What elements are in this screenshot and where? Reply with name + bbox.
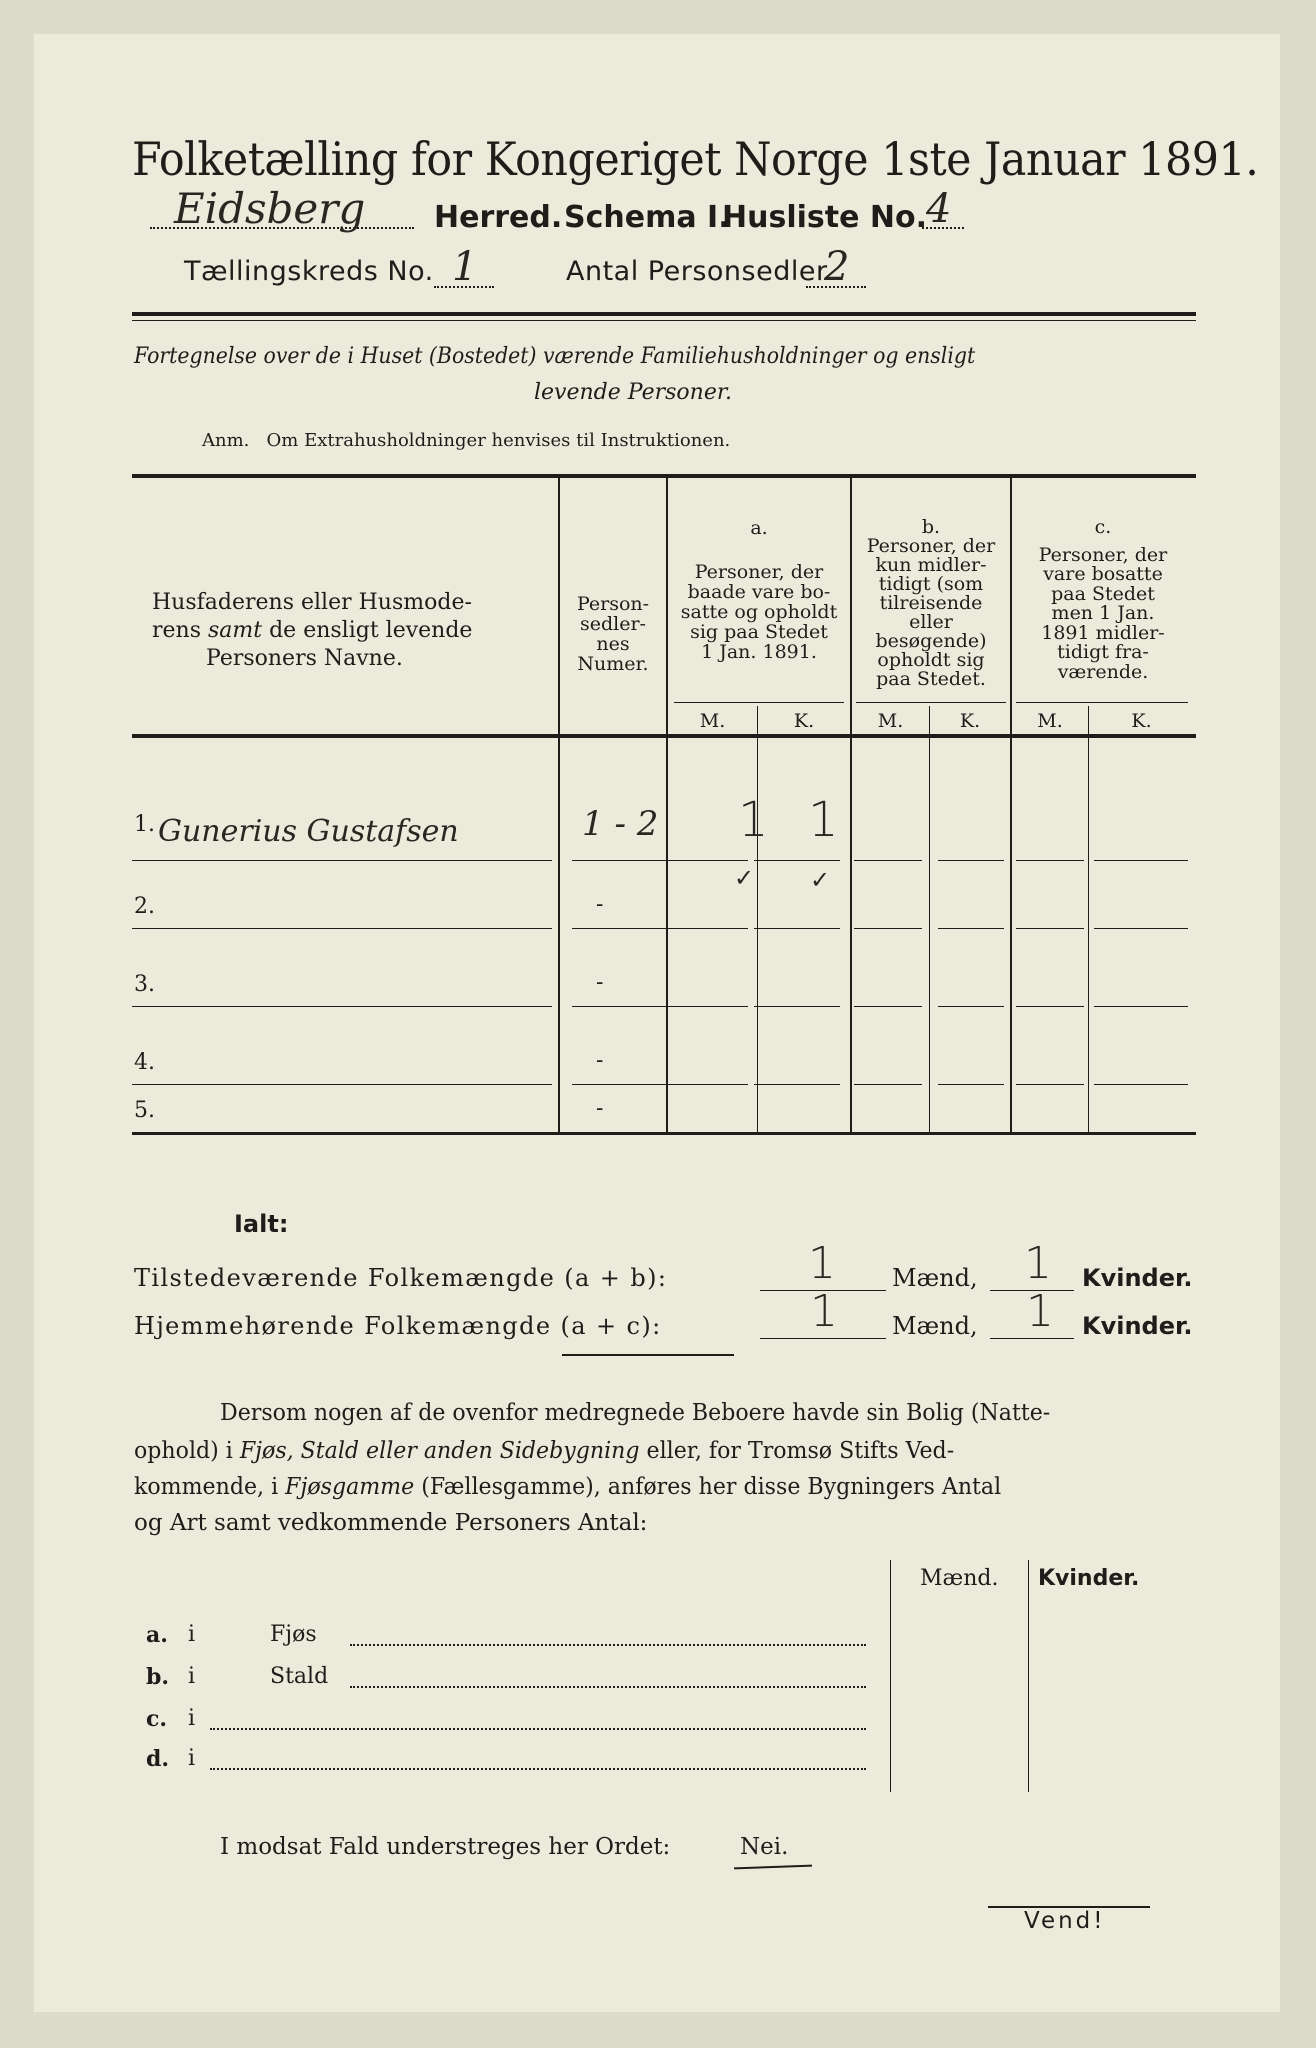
section-divider	[562, 1354, 734, 1356]
row1-cell-line-3	[754, 860, 840, 861]
col-b-k: K.	[959, 710, 981, 732]
row1-check-k: ✓	[810, 866, 831, 894]
col-divider-cm	[1088, 706, 1089, 1132]
nei-word: Nei.	[740, 1834, 789, 1860]
header-rule-thin	[132, 320, 1196, 321]
row1-cell-line-5	[938, 860, 1004, 861]
col-a-l3: satte og opholdt	[680, 601, 838, 623]
row2-line-name	[132, 928, 552, 929]
paragraph-line2b: Fjøs, Stald eller anden Sidebygning	[239, 1438, 640, 1464]
col-a-header	[668, 518, 850, 662]
table-header-bottom-rule	[132, 734, 1196, 738]
bottom-col-divider-2	[1028, 1560, 1029, 1792]
vend-text: Vend!	[1024, 1908, 1106, 1934]
col-b-l8: paa Stedet.	[876, 668, 986, 690]
row-number-2: 2.	[134, 894, 155, 919]
row2-cell-line-5	[938, 928, 1004, 929]
col-a-l1: Personer, der	[694, 561, 824, 583]
item-c-letter: c.	[146, 1706, 168, 1732]
col-names-header-l3: Personers Navne.	[206, 646, 403, 671]
subtitle-line1: Fortegnelse over de i Huset (Bostedet) værende Familiehusholdninger og ensligt	[134, 344, 976, 369]
col-c-m: M.	[1037, 710, 1063, 732]
tellingskreds-label: Tællingskreds No.	[184, 256, 434, 287]
col-b-l2: kun midler-	[875, 554, 987, 576]
row4-cell-line-3	[754, 1084, 840, 1085]
row2-cell-line-4	[854, 928, 922, 929]
tilstede-k-value: 1	[1024, 1238, 1052, 1289]
col-a-l5: 1 Jan. 1891.	[701, 641, 817, 663]
col-b-l5: eller	[909, 611, 953, 633]
antal-label: Antal Personsedler	[566, 256, 828, 287]
hjemme-maend-label: Mænd,	[892, 1312, 978, 1340]
col-c-k: K.	[1131, 710, 1152, 732]
row3-cell-line-1	[572, 1006, 690, 1007]
herred-label: Herred.	[434, 200, 563, 235]
mk-rule-c	[1016, 702, 1188, 703]
paragraph-line3c: (Fællesgamme), anføres her disse Bygningers Antal	[414, 1474, 1002, 1500]
row-number-1: 1.	[134, 812, 155, 837]
item-a-i: i	[188, 1622, 196, 1647]
paragraph-line2a: ophold) i	[134, 1438, 240, 1464]
row4-line-name	[132, 1084, 552, 1085]
col-names-header-l2	[152, 618, 472, 643]
tilstede-m-value: 1	[808, 1238, 836, 1289]
husliste-label: Husliste No.	[722, 200, 927, 235]
col-a-l2: baade vare bo-	[687, 581, 831, 603]
col-c-l3: paa Stedet	[1051, 582, 1155, 605]
col-num-l2: sedler-	[580, 613, 646, 635]
row4-cell-line-6	[1016, 1084, 1084, 1085]
row3-cell-line-3	[754, 1006, 840, 1007]
hjemme-m-value: 1	[810, 1286, 838, 1337]
row5-num-dash: -	[596, 1096, 604, 1121]
col-a-l4: sig paa Stedet	[690, 621, 828, 643]
row1-check-m: ✓	[734, 864, 755, 892]
item-a-label: Fjøs	[270, 1622, 317, 1647]
paragraph-line3a: kommende, i	[134, 1474, 286, 1500]
row1-cell-line-6	[1016, 860, 1084, 861]
col-c-l4: men 1 Jan.	[1051, 602, 1155, 624]
row2-cell-line-6	[1016, 928, 1084, 929]
col-c-header	[1012, 518, 1194, 682]
col-divider-bm	[929, 706, 930, 1132]
paragraph-line2	[134, 1438, 954, 1464]
paragraph-line1: Dersom nogen af de ovenfor medregnede Beboere havde sin Bolig (Natte-	[220, 1400, 1051, 1426]
mk-rule-a	[674, 702, 844, 703]
col-divider-am	[757, 706, 758, 1132]
col-b-l3: tidigt (som	[878, 573, 984, 595]
table-bottom-rule	[132, 1132, 1196, 1135]
paragraph-line3b: Fjøsgamme	[285, 1474, 415, 1500]
col-b-l7: opholdt sig	[877, 649, 985, 671]
item-b-label: Stald	[270, 1664, 329, 1689]
row1-a-m-count: 1	[738, 792, 769, 848]
col-c-l1: Personer, der	[1038, 543, 1168, 566]
bottom-col-divider-1	[890, 1560, 891, 1792]
tilstede-maend-label: Mænd,	[892, 1264, 978, 1292]
bottom-kvinder-header: Kvinder.	[1038, 1566, 1140, 1591]
col-num-l1: Person-	[576, 593, 650, 615]
row1-cell-line-1	[572, 860, 690, 861]
row3-cell-line-4	[854, 1006, 922, 1007]
row1-cell-line-4	[854, 860, 922, 861]
row3-cell-line-6	[1016, 1006, 1084, 1007]
municipality-handwritten: Eidsberg	[174, 184, 366, 233]
col-names-header-l2b: samt	[208, 618, 263, 643]
row1-personsedler-numbers: 1 - 2	[582, 804, 659, 844]
item-b-dots	[350, 1686, 866, 1688]
col-b-l1: Personer, der	[866, 535, 996, 557]
col-c-letter: c.	[1094, 516, 1112, 538]
col-names-header-l2a: rens	[152, 618, 208, 643]
form-title: Folketælling for Kongeriget Norge 1ste Januar 1891.	[132, 132, 1259, 186]
col-c-l2: vare bosatte	[1043, 563, 1163, 585]
row2-cell-line-3	[754, 928, 840, 929]
item-c-dots	[210, 1728, 866, 1730]
row-number-3: 3.	[134, 972, 155, 997]
col-b-m: M.	[877, 710, 904, 732]
col-names-header-l1: Husfaderens eller Husmode-	[152, 590, 472, 615]
col-divider-name	[558, 478, 560, 1132]
col-a-m: M.	[699, 710, 726, 732]
anm-note: Anm. Om Extrahusholdninger henvises til Instruktionen.	[202, 430, 731, 451]
col-c-l6: tidigt fra-	[1057, 641, 1149, 663]
col-b-l4: tilreisende	[879, 592, 983, 614]
item-b-letter: b.	[146, 1664, 170, 1690]
row3-cell-line-5	[938, 1006, 1004, 1007]
bottom-maend-header: Mænd.	[920, 1566, 999, 1591]
hjemme-m-line	[760, 1338, 886, 1339]
husliste-number: 4	[926, 186, 952, 232]
row-number-4: 4.	[134, 1050, 155, 1075]
item-a-letter: a.	[146, 1622, 168, 1648]
hjemme-label: Hjemmehørende Folkemængde (a + c):	[134, 1312, 662, 1340]
row2-cell-line-1	[572, 928, 690, 929]
modsat-text: I modsat Fald understreges her Ordet:	[220, 1834, 671, 1860]
col-a-letter: a.	[750, 517, 768, 539]
row1-cell-line-7	[1094, 860, 1188, 861]
row1-name-handwritten: Gunerius Gustafsen	[158, 814, 459, 849]
mk-rule-b	[856, 702, 1006, 703]
item-a-dots	[350, 1644, 866, 1646]
hjemme-k-line	[990, 1338, 1074, 1339]
item-d-letter: d.	[146, 1746, 170, 1772]
row2-cell-line-2	[682, 928, 748, 929]
hjemme-k-value: 1	[1026, 1286, 1054, 1337]
tilstede-kvinder-label: Kvinder.	[1082, 1264, 1193, 1292]
col-a-k: K.	[793, 710, 815, 732]
col-num-l4: Numer.	[577, 653, 649, 675]
col-c-l5: 1891 midler-	[1041, 621, 1165, 644]
item-d-i: i	[188, 1746, 196, 1771]
item-c-i: i	[188, 1706, 196, 1731]
row3-cell-line-2	[682, 1006, 748, 1007]
hjemme-kvinder-label: Kvinder.	[1082, 1312, 1193, 1340]
paragraph-line3	[134, 1474, 1001, 1500]
col-num-l3: nes	[596, 633, 630, 655]
row4-cell-line-5	[938, 1084, 1004, 1085]
row4-cell-line-1	[572, 1084, 690, 1085]
row4-num-dash: -	[596, 1048, 604, 1073]
row4-cell-line-2	[682, 1084, 748, 1085]
row4-cell-line-7	[1094, 1084, 1188, 1085]
ialt-label: Ialt:	[234, 1210, 289, 1238]
col-b-letter: b.	[921, 516, 941, 538]
tilstede-label: Tilstedeværende Folkemængde (a + b):	[134, 1264, 668, 1292]
item-d-dots	[210, 1768, 866, 1770]
row3-num-dash: -	[596, 970, 604, 995]
row-number-5: 5.	[134, 1098, 155, 1123]
col-b-l6: besøgende)	[875, 630, 987, 652]
nei-underline	[734, 1865, 812, 1870]
schema-label: Schema I.	[564, 200, 730, 235]
row3-cell-line-7	[1094, 1006, 1188, 1007]
paragraph-line4: og Art samt vedkommende Personers Antal:	[134, 1510, 648, 1536]
item-b-i: i	[188, 1664, 196, 1689]
table-top-rule	[132, 474, 1196, 478]
col-b-header	[852, 518, 1010, 689]
col-c-l7: værende.	[1057, 660, 1149, 683]
census-form-page	[34, 34, 1280, 2012]
tellingskreds-number: 1	[452, 244, 478, 290]
col-num-header	[560, 594, 666, 674]
row1-cell-line-2	[682, 860, 748, 861]
header-rule-thick	[132, 312, 1196, 316]
row1-line-name	[132, 860, 552, 861]
row2-cell-line-7	[1094, 928, 1188, 929]
row4-cell-line-4	[854, 1084, 922, 1085]
subtitle-line2: levende Personer.	[534, 380, 732, 405]
row2-num-dash: -	[596, 892, 604, 917]
paragraph-line2c: eller, for Tromsø Stifts Ved-	[639, 1438, 955, 1464]
col-names-header-l2c: de ensligt levende	[262, 618, 473, 643]
row1-a-k-count: 1	[808, 792, 839, 848]
antal-number: 2	[824, 244, 850, 290]
row3-line-name	[132, 1006, 552, 1007]
